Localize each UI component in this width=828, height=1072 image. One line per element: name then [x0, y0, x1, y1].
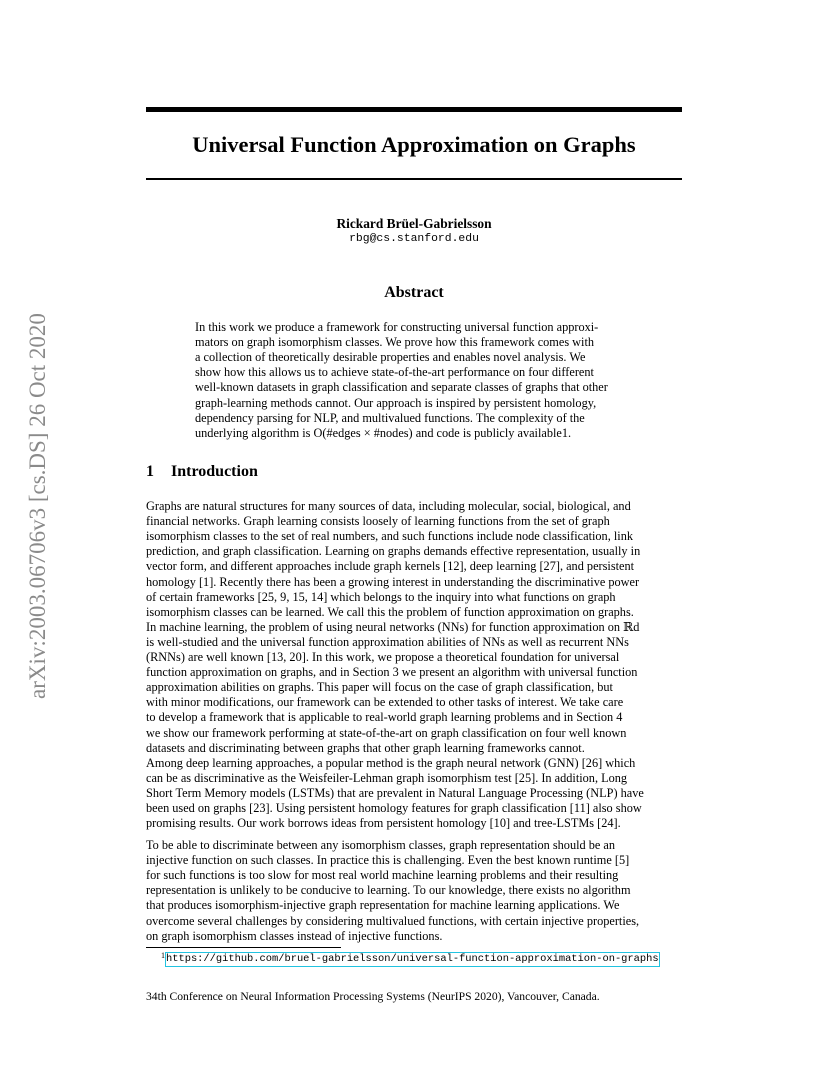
paragraph-line: to develop a framework that is applicable to real-world graph learning problems and in Section 4: [146, 710, 623, 725]
abstract-heading: Abstract: [384, 284, 444, 301]
paragraph-line: isomorphism classes to the set of real numbers, and such functions include node classification, link: [146, 529, 633, 544]
paragraph-line: can be as discriminative as the Weisfeiler-Lehman graph isomorphism test [25]. In addition, Long: [146, 771, 628, 786]
paragraph-line: is well-studied and the universal function approximation abilities of NNs as well as recurrent NNs: [146, 634, 629, 649]
paragraph-line: been used on graphs [23]. Using persistent homology features for graph classification [11] also show: [146, 801, 642, 816]
paragraph-line: vector form, and different approaches include graph kernels [12], deep learning [27], and persistent: [146, 559, 635, 574]
paragraph-line: function approximation on graphs, and in Section 3 we present an algorithm with universal function: [146, 665, 638, 680]
abstract-line: show how this allows us to achieve state-of-the-art performance on four different: [195, 365, 594, 380]
venue-footer: 34th Conference on Neural Information Processing Systems (NeurIPS 2020), Vancouver, Canada.: [146, 990, 600, 1003]
paragraph-line: isomorphism classes can be learned. We call this the problem of function approximation on graphs.: [146, 604, 634, 619]
paragraph-line: overcome several challenges by considering multivalued functions, with certain injective properties,: [146, 913, 640, 928]
paragraph-line: Short Term Memory models (LSTMs) that are prevalent in Natural Language Processing (NLP) have: [146, 786, 644, 801]
paragraph-line: injective function on such classes. In practice this is challenging. Even the best known runtime [5]: [146, 853, 630, 868]
abstract-line: graph-learning methods cannot. Our approach is inspired by persistent homology,: [195, 395, 597, 410]
paragraph-line: Graphs are natural structures for many sources of data, including molecular, social, biological, and: [146, 499, 631, 513]
paragraph-line: In machine learning, the problem of using neural networks (NNs) for function approximation on ℝd: [146, 619, 640, 634]
abstract-line: In this work we produce a framework for constructing universal function approxi-: [195, 320, 599, 334]
paragraph-line: prediction, and graph classification. Learning on graphs demands effective representation, usually in: [146, 544, 641, 559]
paragraph-line: promising results. Our work borrows ideas from persistent homology [10] and tree-LSTMs [24].: [146, 816, 621, 831]
author-name: Rickard Brüel-Gabrielsson: [336, 216, 492, 231]
paper-title: Universal Function Approximation on Graphs: [192, 132, 636, 157]
abstract-line: underlying algorithm is O(#edges × #nodes) and code is publicly available1.: [195, 425, 572, 440]
abstract-line: well-known datasets in graph classification and separate classes of graphs that other: [195, 380, 608, 395]
paragraph-line: (RNNs) are well known [13, 20]. In this work, we propose a theoretical foundation for universal: [146, 650, 620, 664]
paragraph-line: financial networks. Graph learning consists loosely of learning functions from the set of graph: [146, 514, 610, 529]
abstract-line: mators on graph isomorphism classes. We prove how this framework comes with: [195, 335, 595, 350]
title-bottom-rule: [146, 178, 682, 180]
paragraph-line: To be able to discriminate between any isomorphism classes, graph representation should be an: [146, 838, 616, 852]
paragraph-line: on graph isomorphism classes instead of injective functions.: [146, 928, 443, 943]
abstract-line: dependency parsing for NLP, and multivalued functions. The complexity of the: [195, 410, 585, 425]
paragraph-line: homology [1]. Recently there has been a growing interest in understanding the discriminative power: [146, 574, 640, 589]
footnote-rule: [146, 947, 341, 948]
paragraph-line: for such functions is too slow for most real world machine learning problems and their resulting: [146, 868, 619, 883]
paragraph-line: Among deep learning approaches, a popular method is the graph neural network (GNN) [26] which: [146, 756, 636, 770]
section-number: 1: [146, 463, 154, 480]
paragraph-line: datasets and discriminating between graphs that other graph learning frameworks cannot.: [146, 740, 585, 755]
author-email: rbg@cs.stanford.edu: [349, 233, 479, 245]
title-top-rule: [146, 107, 682, 112]
paragraph-line: approximation abilities on graphs. This paper will focus on the case of graph classification, but: [146, 680, 613, 695]
arxiv-identifier-sidebar: arXiv:2003.06706v3 [cs.DS] 26 Oct 2020: [25, 313, 50, 699]
abstract-line: a collection of theoretically desirable properties and enables novel analysis. We: [195, 350, 586, 365]
paragraph-line: with minor modifications, our framework can be extended to other tasks of interest. We take care: [146, 695, 624, 710]
paragraph-line: representation is unlikely to be conducive to learning. To our knowledge, there exists no algorithm: [146, 883, 631, 898]
paragraph-line: that produces isomorphism-injective graph representation for machine learning applications. We: [146, 898, 620, 913]
footnote-mark: 1: [161, 951, 165, 960]
section-title: Introduction: [171, 463, 258, 480]
paragraph-line: we show our framework performing at state-of-the-art on graph classification on four well known: [146, 725, 627, 740]
footnote-url-link[interactable]: https://github.com/bruel-gabrielsson/universal-function-approximation-on-graphs: [166, 953, 659, 965]
paragraph-line: of certain frameworks [25, 9, 15, 14] which belongs to the inquiry into what functions on graph: [146, 589, 616, 604]
